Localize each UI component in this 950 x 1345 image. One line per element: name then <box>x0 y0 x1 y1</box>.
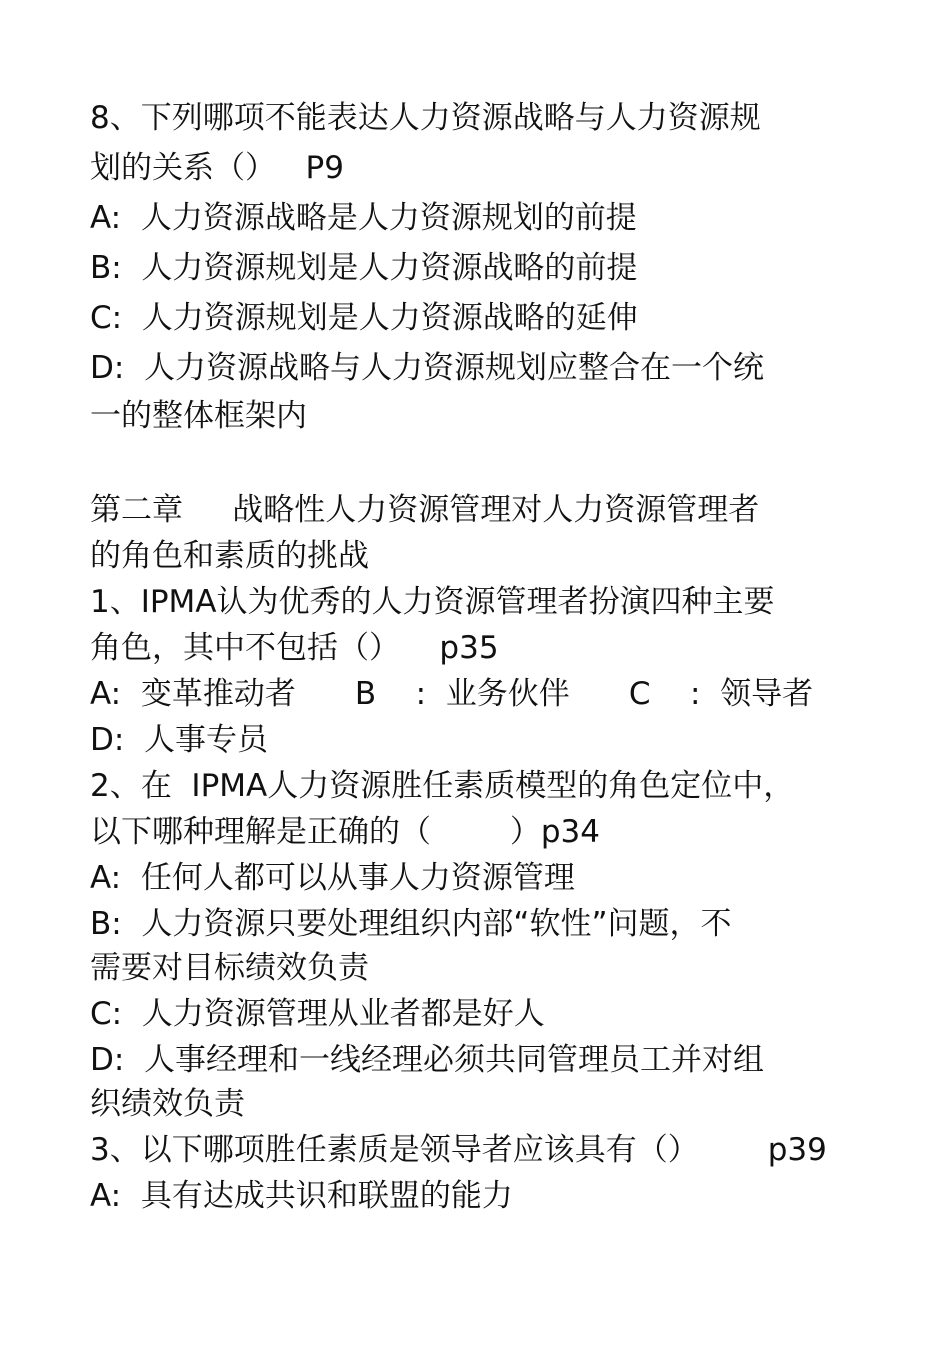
question-8-option-a: A: 人力资源战略是人力资源规划的前提 <box>90 200 637 236</box>
question-8-option-c: C: 人力资源规划是人力资源战略的延伸 <box>90 300 638 336</box>
question-3-option-a: A: 具有达成共识和联盟的能力 <box>90 1178 513 1214</box>
question-2-option-b-line-1: B: 人力资源只要处理组织内部“软性”问题，不 <box>90 906 732 942</box>
question-2-option-d-line-1: D: 人事经理和一线经理必须共同管理员工并对组 <box>90 1042 765 1078</box>
question-2-option-a: A: 任何人都可以从事人力资源管理 <box>90 860 575 896</box>
question-3-stem: 3、以下哪项胜任素质是领导者应该具有（） p39 <box>90 1132 827 1168</box>
question-2-option-b-line-2: 需要对目标绩效负责 <box>90 950 369 986</box>
question-8-option-d-line-1: D: 人力资源战略与人力资源规划应整合在一个统 <box>90 350 765 386</box>
chapter-2-title-line-2: 的角色和素质的挑战 <box>90 538 369 574</box>
question-2-option-d-line-2: 织绩效负责 <box>90 1086 245 1122</box>
question-2-stem-line-2: 以下哪种理解是正确的（ ）p34 <box>90 814 600 850</box>
question-1-option-d: D: 人事专员 <box>90 722 269 758</box>
question-2-stem-line-1: 2、在 IPMA人力资源胜任素质模型的角色定位中， <box>90 768 795 804</box>
question-1-stem-line-2: 角色，其中不包括（） p35 <box>90 630 499 666</box>
question-8-option-d-line-2: 一的整体框架内 <box>90 398 307 434</box>
question-1-stem-line-1: 1、IPMA认为优秀的人力资源管理者扮演四种主要 <box>90 584 775 620</box>
question-8-stem-line-2: 划的关系（） P9 <box>90 150 344 186</box>
chapter-2-title-line-1: 第二章 战略性人力资源管理对人力资源管理者 <box>90 492 760 528</box>
question-2-option-c: C: 人力资源管理从业者都是好人 <box>90 996 545 1032</box>
question-1-options-abc: A: 变革推动者 B : 业务伙伴 C : 领导者 <box>90 676 814 712</box>
question-8-option-b: B: 人力资源规划是人力资源战略的前提 <box>90 250 638 286</box>
question-8-stem-line-1: 8、下列哪项不能表达人力资源战略与人力资源规 <box>90 100 761 136</box>
